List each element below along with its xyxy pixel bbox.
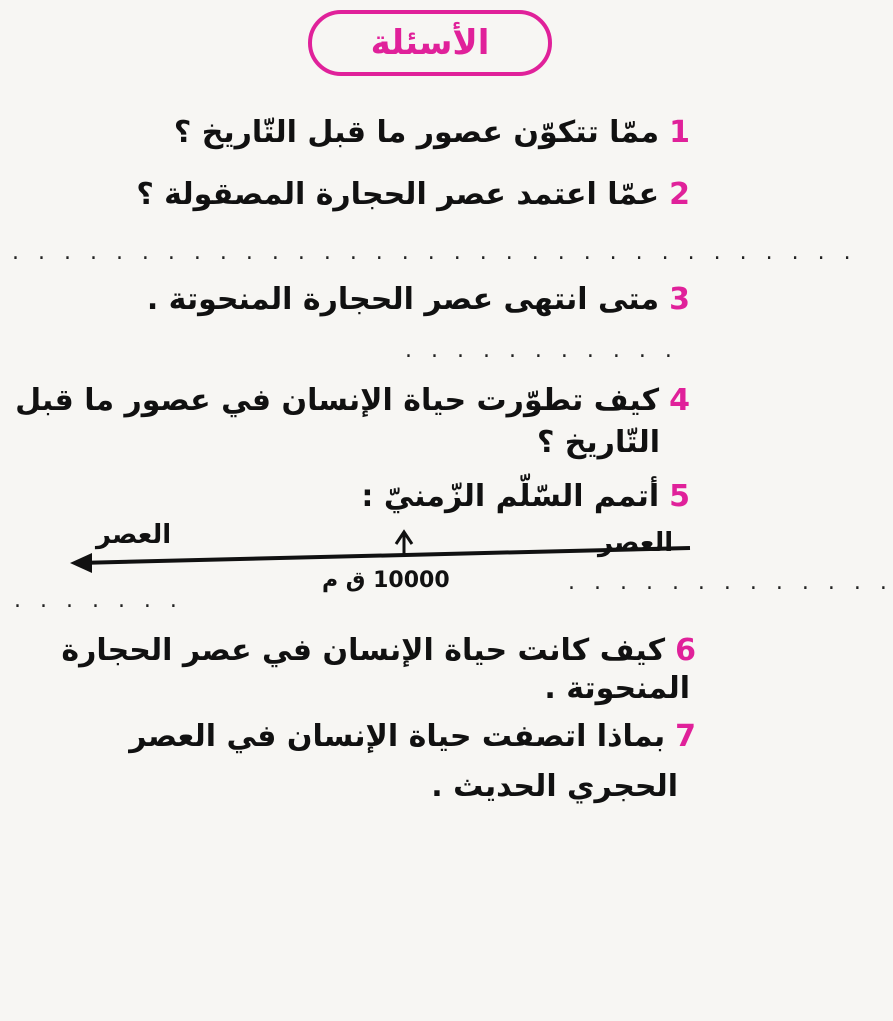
- answer-line: . . . . . . . . . . . . . . . . . . . . . . . . . . . . . . . . .: [12, 240, 857, 265]
- question-text: كيف تطوّرت حياة الإنسان في عصور ما قبل: [15, 383, 660, 418]
- timeline-arrow-left: [70, 553, 92, 573]
- question-6-continued: المنحوتة .: [544, 671, 690, 706]
- question-number: 3: [669, 282, 690, 317]
- question-6: [61, 633, 696, 668]
- timeline-marker-label: 10000 ق م: [322, 568, 450, 593]
- answer-line: . . . . . . .: [14, 588, 183, 613]
- page-title: الأسئلة: [370, 23, 490, 63]
- question-text: كيف كانت حياة الإنسان في عصر الحجارة: [61, 633, 666, 668]
- question-text: ممّا تتكوّن عصور ما قبل التّاريخ ؟: [173, 115, 660, 150]
- timeline-left-label: العصر: [96, 520, 172, 550]
- question-text: بماذا اتصفت حياة الإنسان في العصر: [129, 719, 666, 754]
- question-text: عمّا اعتمد عصر الحجارة المصقولة ؟: [136, 177, 660, 212]
- question-number: 4: [669, 383, 690, 418]
- question-4-continued: التّاريخ ؟: [536, 425, 660, 460]
- question-7-continued: الحجري الحديث .: [431, 769, 678, 804]
- question-text: أتمم السّلّم الزّمنيّ :: [361, 479, 660, 514]
- question-number: 6: [675, 633, 696, 668]
- question-number: 1: [669, 115, 690, 150]
- question-number: 7: [675, 719, 696, 754]
- question-7: [129, 719, 696, 754]
- answer-line: . . . . . . . . . . . . .: [568, 570, 893, 595]
- answer-line: . . . . . . . . . . .: [405, 338, 678, 363]
- question-text: متى انتهى عصر الحجارة المنحوتة .: [146, 282, 660, 317]
- question-number: 5: [669, 479, 690, 514]
- question-number: 2: [669, 177, 690, 212]
- timeline-right-label: العصر: [598, 528, 674, 558]
